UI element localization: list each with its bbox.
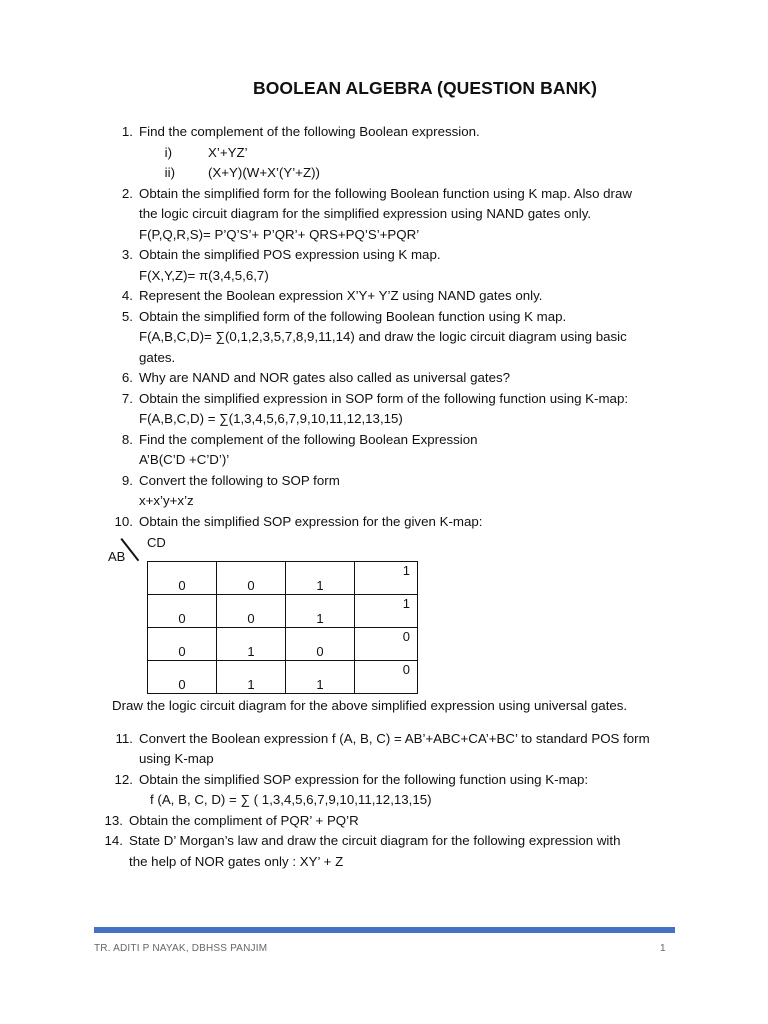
question-line	[114, 770, 589, 790]
question-line	[164, 143, 248, 163]
question-line	[104, 811, 359, 831]
question-number: 5.	[121, 309, 133, 324]
kmap-cell: 0	[148, 628, 217, 661]
question-text: Find the complement of the following Boolean Expression	[139, 432, 478, 447]
question-text: Convert the following to SOP form	[139, 473, 340, 488]
question-line	[139, 204, 591, 224]
question-text: X’+YZ’	[208, 145, 248, 160]
question-text: Represent the Boolean expression X’Y+ Y’Z using NAND gates only.	[139, 288, 543, 303]
kmap-table	[147, 561, 418, 694]
question-line	[139, 491, 194, 511]
question-text: Obtain the simplified SOP expression for the following function using K-map:	[139, 772, 589, 787]
kmap-col-label: CD	[147, 535, 166, 550]
question-line	[121, 122, 480, 142]
question-number: ii)	[164, 165, 175, 180]
question-number: 12.	[114, 772, 133, 787]
question-number: 9.	[121, 473, 133, 488]
question-number: 14.	[104, 833, 123, 848]
kmap-cell: 1	[355, 562, 418, 595]
question-number: 13.	[104, 813, 123, 828]
question-text: Why are NAND and NOR gates also called as universal gates?	[139, 370, 511, 385]
question-line	[121, 389, 629, 409]
question-text: gates.	[139, 350, 176, 365]
question-line	[164, 163, 320, 183]
question-text: Obtain the simplified SOP expression for the given K-map:	[139, 514, 483, 529]
question-line	[115, 729, 650, 749]
question-line	[139, 450, 229, 470]
question-line	[150, 790, 432, 810]
question-text: F(P,Q,R,S)= P’Q’S’+ P’QR’+ QRS+PQ’S’+PQR’	[139, 227, 420, 242]
question-line	[139, 266, 269, 286]
question-text: F(A,B,C,D)= ∑(0,1,2,3,5,7,8,9,11,14) and draw the logic circuit diagram using basic	[139, 329, 627, 344]
question-text: x+x’y+x’z	[139, 493, 194, 508]
question-line	[114, 512, 483, 532]
kmap-cell: 1	[286, 661, 355, 694]
question-number: 11.	[115, 731, 133, 746]
question-text: Obtain the simplified form of the following Boolean function using K map.	[139, 309, 567, 324]
question-line	[139, 225, 419, 245]
footer-rule	[94, 927, 675, 933]
question-line	[139, 348, 175, 368]
question-text: the logic circuit diagram for the simplified expression using NAND gates only.	[139, 206, 592, 221]
question-number: 4.	[121, 288, 133, 303]
kmap-row	[148, 562, 418, 595]
kmap-cell: 0	[355, 628, 418, 661]
question-line	[121, 307, 567, 327]
question-text: using K-map	[139, 751, 214, 766]
kmap-cell: 1	[355, 595, 418, 628]
kmap-cell: 1	[286, 562, 355, 595]
question-line	[139, 327, 627, 347]
kmap-cell: 0	[355, 661, 418, 694]
kmap-followup-text: Draw the logic circuit diagram for the above simplified expression using universal gates.	[112, 698, 628, 713]
kmap-cell: 1	[217, 661, 286, 694]
question-text: the help of NOR gates only : XY’ + Z	[129, 854, 344, 869]
question-number: i)	[164, 145, 172, 160]
question-number: 2.	[121, 186, 133, 201]
question-text: F(A,B,C,D) = ∑(1,3,4,5,6,7,9,10,11,12,13,15)	[139, 411, 403, 426]
question-text: A’B(C’D +C’D’)’	[139, 452, 230, 467]
question-number: 10.	[114, 514, 133, 529]
kmap-row	[148, 628, 418, 661]
page-title: BOOLEAN ALGEBRA (QUESTION BANK)	[252, 78, 598, 98]
question-text: Obtain the simplified form for the following Boolean function using K map. Also draw	[139, 186, 632, 201]
question-line	[121, 245, 441, 265]
kmap-cell: 0	[286, 628, 355, 661]
question-line	[104, 831, 621, 851]
question-number: 1.	[121, 124, 133, 139]
question-number: 8.	[121, 432, 133, 447]
kmap-row	[148, 595, 418, 628]
question-line	[121, 430, 478, 450]
question-line	[121, 471, 340, 491]
kmap-cell: 0	[148, 661, 217, 694]
question-text: Find the complement of the following Boolean expression.	[139, 124, 480, 139]
kmap-row-label: AB	[108, 549, 126, 564]
question-line	[139, 749, 214, 769]
kmap-cell: 1	[286, 595, 355, 628]
question-line	[121, 286, 543, 306]
kmap-cell: 1	[217, 628, 286, 661]
question-number: 7.	[121, 391, 133, 406]
question-text: Obtain the simplified POS expression using K map.	[139, 247, 441, 262]
question-number: 3.	[121, 247, 133, 262]
question-line	[129, 852, 343, 872]
question-text: State D’ Morgan’s law and draw the circuit diagram for the following expression with	[129, 833, 621, 848]
question-text: Obtain the compliment of PQR’ + PQ’R	[129, 813, 359, 828]
kmap-cell: 0	[148, 562, 217, 595]
kmap-row	[148, 661, 418, 694]
question-line	[121, 368, 511, 388]
question-line	[121, 184, 632, 204]
question-text: (X+Y)(W+X’(Y’+Z))	[208, 165, 320, 180]
question-text: Obtain the simplified expression in SOP form of the following function using K-map:	[139, 391, 629, 406]
kmap-cell: 0	[217, 595, 286, 628]
kmap-cell: 0	[217, 562, 286, 595]
kmap-cell: 0	[148, 595, 217, 628]
question-text: f (A, B, C, D) = ∑ ( 1,3,4,5,6,7,9,10,11,12,13,15)	[150, 792, 432, 807]
question-number: 6.	[121, 370, 133, 385]
question-line	[139, 409, 403, 429]
question-text: F(X,Y,Z)= π(3,4,5,6,7)	[139, 268, 269, 283]
question-text: Convert the Boolean expression f (A, B, C) = AB’+ABC+CA’+BC’ to standard POS form	[139, 731, 650, 746]
footer-author: TR. ADITI P NAYAK, DBHSS PANJIM	[94, 943, 268, 954]
page-number: 1	[660, 943, 666, 954]
